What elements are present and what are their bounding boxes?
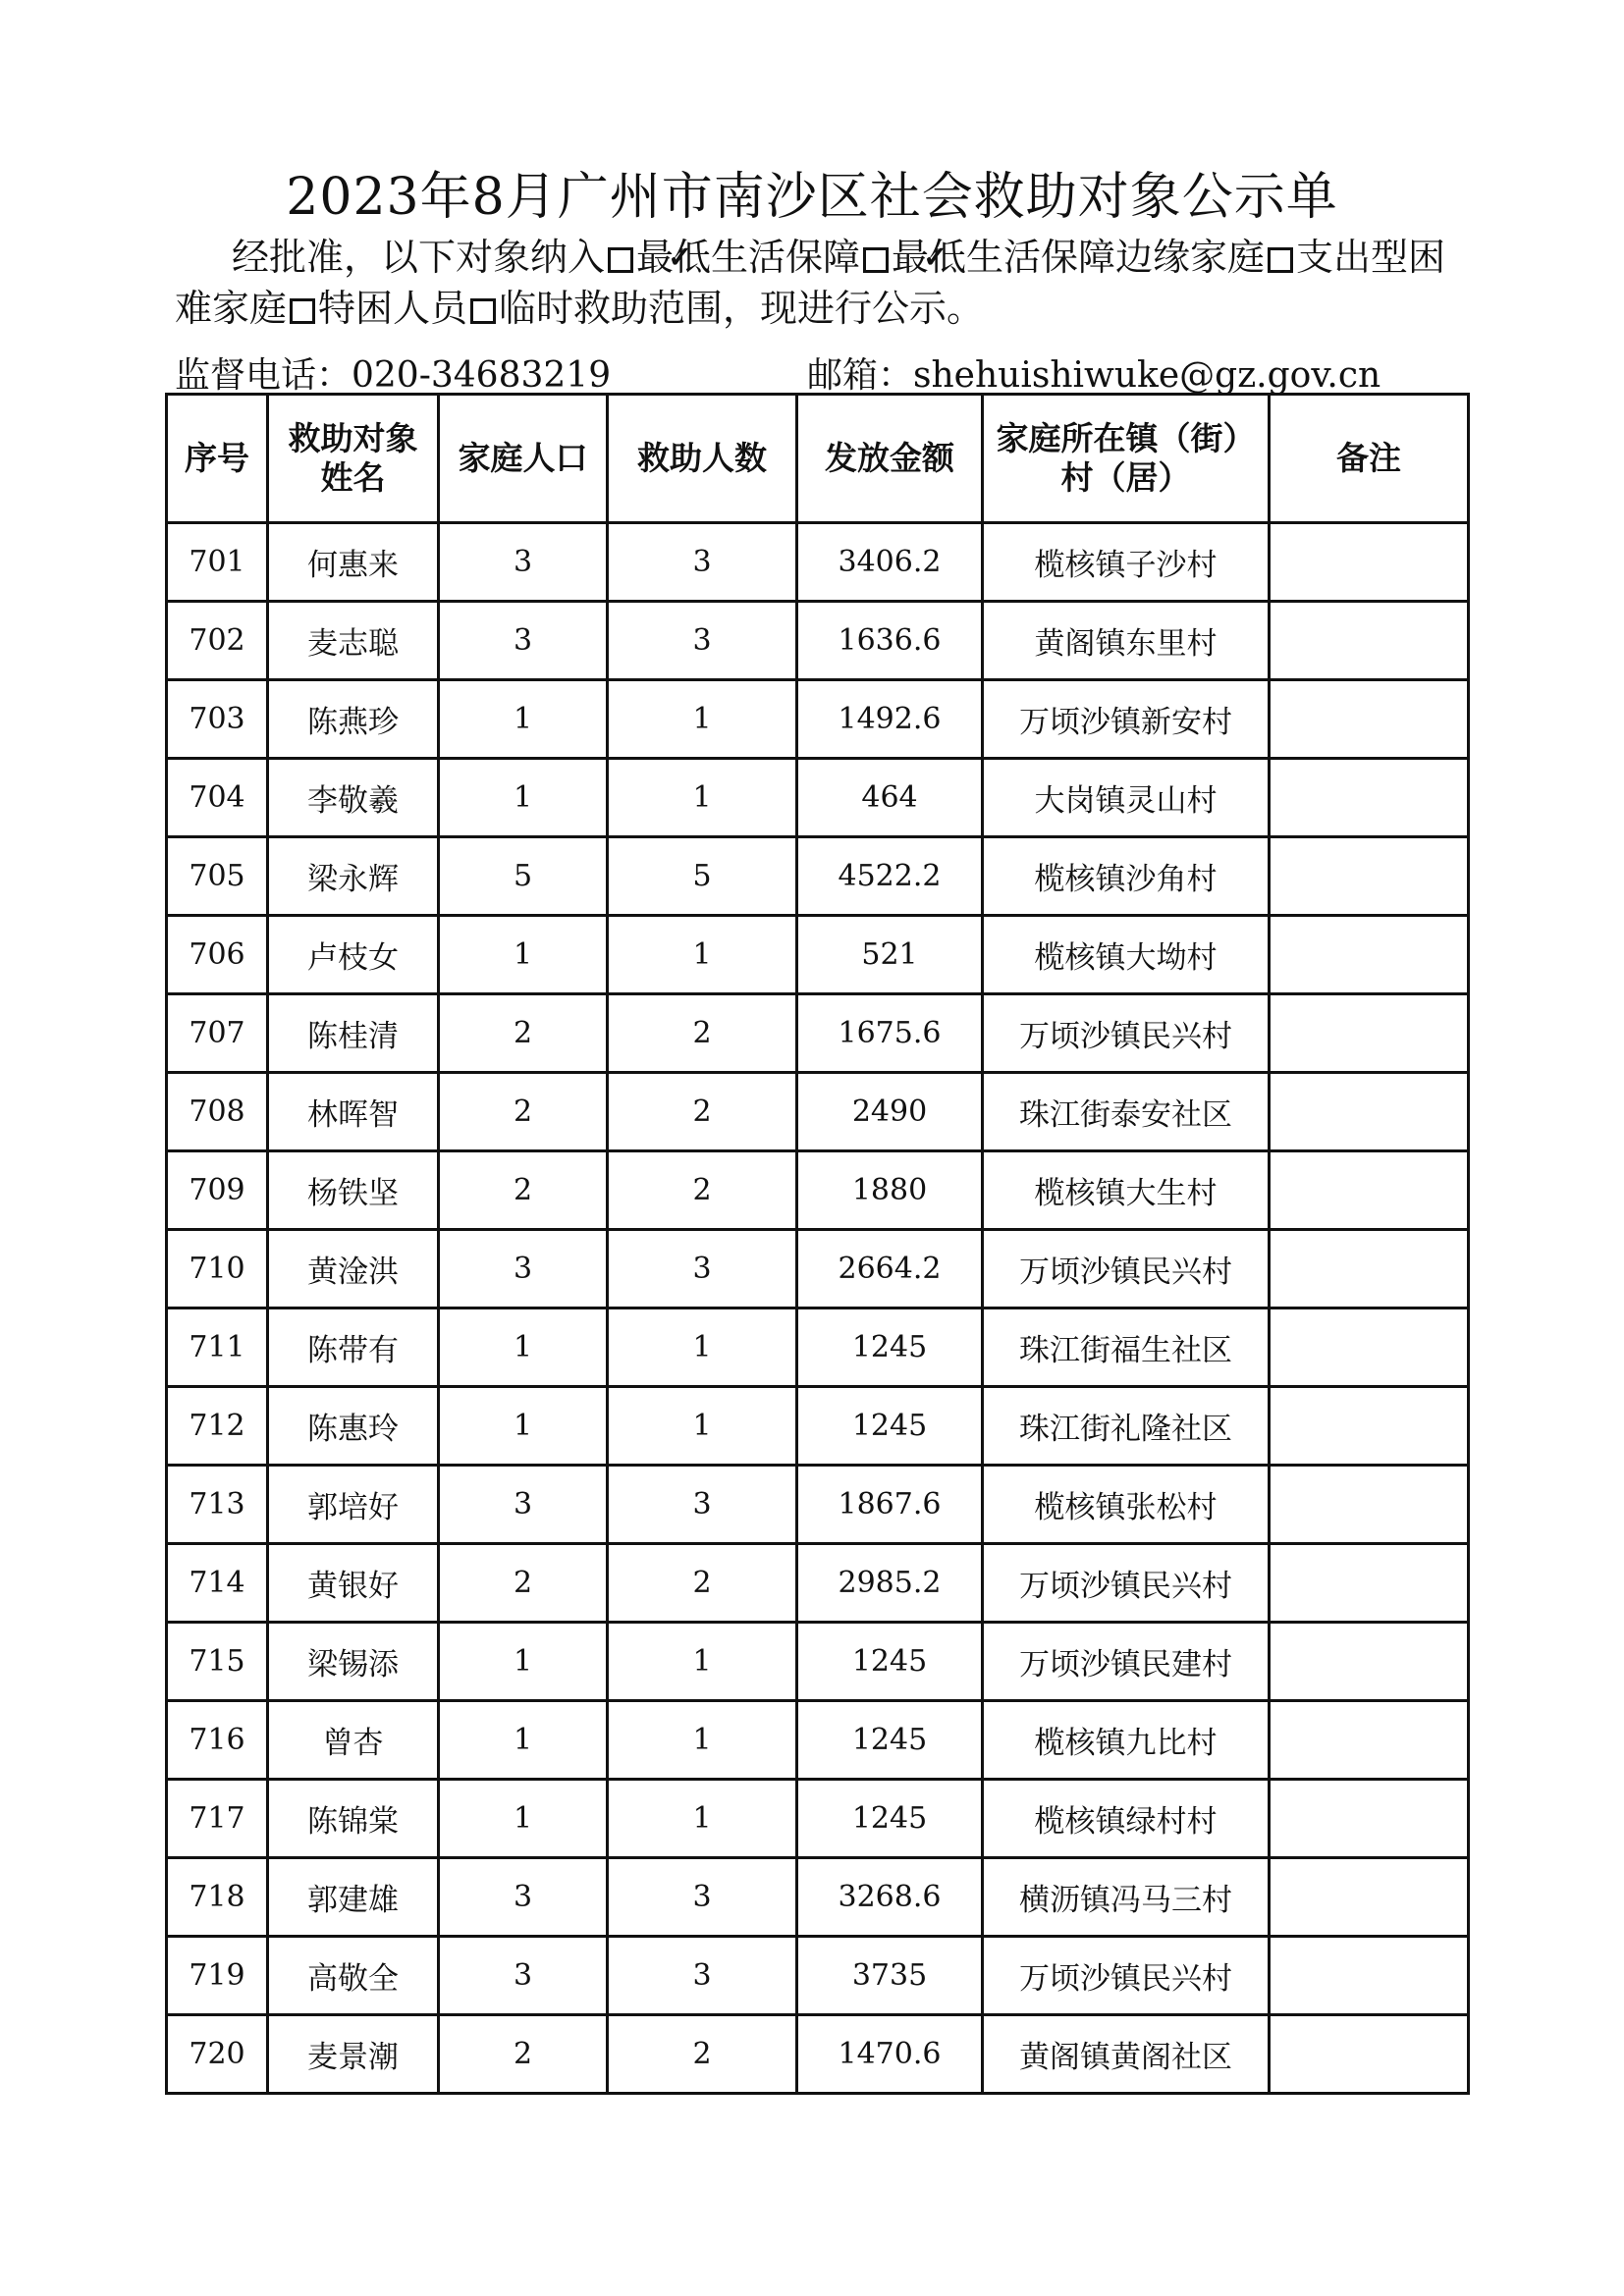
table-cell — [1270, 1308, 1469, 1387]
table-cell — [1270, 1073, 1469, 1151]
table-cell: 2664.2 — [797, 1230, 983, 1308]
table-cell: 2 — [439, 1073, 608, 1151]
table-row — [167, 759, 1469, 837]
table-cell — [1270, 1858, 1469, 1937]
table-cell: 708 — [167, 1073, 268, 1151]
table-cell: 4522.2 — [797, 837, 983, 916]
table-row — [167, 1308, 1469, 1387]
category-label: 最低生活保障边缘家庭 — [892, 236, 1266, 279]
table-cell — [1270, 1937, 1469, 2015]
table-cell: 3 — [439, 602, 608, 680]
table-cell: 高敬全 — [268, 1937, 439, 2015]
table-cell: 1 — [608, 916, 797, 994]
table-cell: 麦志聪 — [268, 602, 439, 680]
category-label: 特困人员 — [318, 287, 468, 330]
checked-box-icon — [863, 247, 889, 273]
table-cell: 陈惠玲 — [268, 1387, 439, 1466]
table-cell — [1270, 1387, 1469, 1466]
table-cell: 713 — [167, 1466, 268, 1544]
table-row — [167, 2015, 1469, 2094]
table-cell — [1270, 523, 1469, 602]
table-row — [167, 1387, 1469, 1466]
table-cell: 陈带有 — [268, 1308, 439, 1387]
table-cell: 1 — [608, 1623, 797, 1701]
table-cell: 715 — [167, 1623, 268, 1701]
table-row — [167, 1701, 1469, 1780]
column-header: 救助人数 — [608, 395, 797, 523]
page-title: 2023年8月广州市南沙区社会救助对象公示单 — [286, 168, 1338, 227]
table-cell: 1867.6 — [797, 1466, 983, 1544]
table-row — [167, 1151, 1469, 1230]
table-cell — [1270, 1544, 1469, 1623]
table-cell: 陈锦棠 — [268, 1780, 439, 1858]
table-cell: 2 — [608, 994, 797, 1073]
table-cell: 2 — [608, 1151, 797, 1230]
table-cell: 702 — [167, 602, 268, 680]
table-cell: 521 — [797, 916, 983, 994]
table-cell — [1270, 759, 1469, 837]
table-cell: 万顷沙镇民兴村 — [983, 994, 1270, 1073]
table-cell: 1 — [439, 1701, 608, 1780]
table-cell: 2490 — [797, 1073, 983, 1151]
unchecked-box-icon — [290, 298, 315, 324]
table-cell — [1270, 1623, 1469, 1701]
table-cell: 3 — [608, 1230, 797, 1308]
table-cell: 710 — [167, 1230, 268, 1308]
table-cell: 万顷沙镇民建村 — [983, 1623, 1270, 1701]
table-cell: 珠江街礼隆社区 — [983, 1387, 1270, 1466]
category-label: 支出型困难家庭 — [175, 236, 1446, 330]
table-cell: 2985.2 — [797, 1544, 983, 1623]
table-cell: 1245 — [797, 1701, 983, 1780]
table-cell — [1270, 680, 1469, 759]
table-cell — [1270, 1151, 1469, 1230]
table-row — [167, 1623, 1469, 1701]
table-cell — [1270, 994, 1469, 1073]
table-cell: 珠江街泰安社区 — [983, 1073, 1270, 1151]
table-header-row — [167, 395, 1469, 523]
table-cell: 718 — [167, 1858, 268, 1937]
table-row — [167, 994, 1469, 1073]
table-cell: 716 — [167, 1701, 268, 1780]
table-cell: 3 — [608, 523, 797, 602]
table-cell: 709 — [167, 1151, 268, 1230]
table-cell — [1270, 1466, 1469, 1544]
column-header: 家庭所在镇（街） 村（居） — [983, 395, 1270, 523]
table-cell: 郭培好 — [268, 1466, 439, 1544]
intro-suffix: 范围，现进行公示。 — [648, 287, 985, 330]
table-cell: 1 — [439, 759, 608, 837]
table-cell: 黄银好 — [268, 1544, 439, 1623]
table-cell: 黄淦洪 — [268, 1230, 439, 1308]
contact-email: 邮箱：shehuishiwuke@gz.gov.cn — [807, 355, 1381, 396]
table-cell: 横沥镇冯马三村 — [983, 1858, 1270, 1937]
table-cell — [1270, 1780, 1469, 1858]
table-row — [167, 1073, 1469, 1151]
table-cell: 榄核镇九比村 — [983, 1701, 1270, 1780]
table-cell: 李敬羲 — [268, 759, 439, 837]
column-header: 发放金额 — [797, 395, 983, 523]
table-cell: 1245 — [797, 1780, 983, 1858]
table-cell: 717 — [167, 1780, 268, 1858]
intro-paragraph — [175, 232, 1471, 334]
table-cell — [1270, 602, 1469, 680]
table-cell: 万顷沙镇新安村 — [983, 680, 1270, 759]
table-cell: 林晖智 — [268, 1073, 439, 1151]
table-cell: 万顷沙镇民兴村 — [983, 1544, 1270, 1623]
table-cell: 5 — [439, 837, 608, 916]
intro-prefix: 经批准，以下对象纳入 — [232, 236, 606, 279]
checked-box-icon — [608, 247, 633, 273]
table-cell: 陈桂清 — [268, 994, 439, 1073]
table-cell: 大岗镇灵山村 — [983, 759, 1270, 837]
table-cell: 榄核镇沙角村 — [983, 837, 1270, 916]
table-cell: 杨铁坚 — [268, 1151, 439, 1230]
table-row — [167, 1230, 1469, 1308]
table-cell: 705 — [167, 837, 268, 916]
table-cell: 704 — [167, 759, 268, 837]
table-row — [167, 1544, 1469, 1623]
table-cell: 706 — [167, 916, 268, 994]
table-row — [167, 1780, 1469, 1858]
table-cell: 2 — [439, 1544, 608, 1623]
table-cell: 1 — [439, 1308, 608, 1387]
table-cell: 麦景潮 — [268, 2015, 439, 2094]
table-cell: 2 — [439, 1151, 608, 1230]
table-row — [167, 680, 1469, 759]
table-cell: 珠江街福生社区 — [983, 1308, 1270, 1387]
table-body — [167, 523, 1469, 2094]
table-cell: 1636.6 — [797, 602, 983, 680]
table-cell: 1492.6 — [797, 680, 983, 759]
table-cell: 梁永辉 — [268, 837, 439, 916]
table-cell: 3 — [439, 1466, 608, 1544]
table-cell: 1 — [439, 1780, 608, 1858]
table-cell: 2 — [608, 1544, 797, 1623]
table-cell: 何惠来 — [268, 523, 439, 602]
table-row — [167, 1937, 1469, 2015]
table-cell: 黄阁镇黄阁社区 — [983, 2015, 1270, 2094]
table-cell: 2 — [608, 2015, 797, 2094]
table-cell: 1 — [608, 1780, 797, 1858]
table-cell: 714 — [167, 1544, 268, 1623]
table-cell: 郭建雄 — [268, 1858, 439, 1937]
table-cell: 3 — [608, 1937, 797, 2015]
aid-recipients-table — [165, 393, 1470, 2095]
supervision-phone: 监督电话：020-34683219 — [175, 355, 612, 396]
table-cell: 1245 — [797, 1308, 983, 1387]
table-cell: 榄核镇子沙村 — [983, 523, 1270, 602]
column-header: 家庭人口 — [439, 395, 608, 523]
table-cell: 1675.6 — [797, 994, 983, 1073]
table-cell: 1 — [608, 1387, 797, 1466]
table-cell — [1270, 2015, 1469, 2094]
table-cell: 3 — [608, 602, 797, 680]
table-cell: 703 — [167, 680, 268, 759]
table-cell: 720 — [167, 2015, 268, 2094]
table-cell: 1880 — [797, 1151, 983, 1230]
table-cell: 黄阁镇东里村 — [983, 602, 1270, 680]
table-cell: 1 — [439, 680, 608, 759]
category-label: 最低生活保障 — [636, 236, 861, 279]
table-cell: 万顷沙镇民兴村 — [983, 1230, 1270, 1308]
table-cell: 1 — [439, 1623, 608, 1701]
column-header: 序号 — [167, 395, 268, 523]
column-header: 备注 — [1270, 395, 1469, 523]
table-cell: 3 — [439, 1230, 608, 1308]
table-cell: 3268.6 — [797, 1858, 983, 1937]
table-cell: 3 — [608, 1858, 797, 1937]
table-cell: 3 — [608, 1466, 797, 1544]
table-cell: 464 — [797, 759, 983, 837]
table-cell: 梁锡添 — [268, 1623, 439, 1701]
table-cell: 2 — [439, 2015, 608, 2094]
table-row — [167, 1858, 1469, 1937]
table-cell: 3406.2 — [797, 523, 983, 602]
table-cell: 711 — [167, 1308, 268, 1387]
table-cell: 榄核镇大坳村 — [983, 916, 1270, 994]
table-cell: 701 — [167, 523, 268, 602]
table-cell: 曾杏 — [268, 1701, 439, 1780]
table-cell: 3 — [439, 523, 608, 602]
table-cell: 榄核镇绿村村 — [983, 1780, 1270, 1858]
table-cell — [1270, 1230, 1469, 1308]
table-cell: 719 — [167, 1937, 268, 2015]
table-cell: 1 — [439, 916, 608, 994]
table-row — [167, 602, 1469, 680]
table-cell: 1 — [608, 1308, 797, 1387]
table-cell: 3 — [439, 1937, 608, 2015]
table-cell: 5 — [608, 837, 797, 916]
table-cell: 2 — [439, 994, 608, 1073]
table-cell: 1245 — [797, 1623, 983, 1701]
table-cell: 1 — [608, 680, 797, 759]
table-cell: 3735 — [797, 1937, 983, 2015]
table-cell: 榄核镇大生村 — [983, 1151, 1270, 1230]
table-cell: 1245 — [797, 1387, 983, 1466]
table-row — [167, 916, 1469, 994]
table-cell — [1270, 837, 1469, 916]
table-cell: 卢枝女 — [268, 916, 439, 994]
table-cell: 3 — [439, 1858, 608, 1937]
table-cell: 万顷沙镇民兴村 — [983, 1937, 1270, 2015]
table-cell: 1 — [439, 1387, 608, 1466]
table-cell: 1 — [608, 1701, 797, 1780]
table-cell — [1270, 916, 1469, 994]
table-row — [167, 837, 1469, 916]
table-cell: 陈燕珍 — [268, 680, 439, 759]
table-cell: 707 — [167, 994, 268, 1073]
table-cell: 1470.6 — [797, 2015, 983, 2094]
column-header: 救助对象 姓名 — [268, 395, 439, 523]
unchecked-box-icon — [470, 298, 496, 324]
table-cell — [1270, 1701, 1469, 1780]
category-label: 临时救助 — [499, 287, 649, 330]
table-cell: 1 — [608, 759, 797, 837]
table-row — [167, 1466, 1469, 1544]
unchecked-box-icon — [1268, 247, 1293, 273]
table-row — [167, 523, 1469, 602]
table-cell: 712 — [167, 1387, 268, 1466]
table-cell: 榄核镇张松村 — [983, 1466, 1270, 1544]
table-cell: 2 — [608, 1073, 797, 1151]
